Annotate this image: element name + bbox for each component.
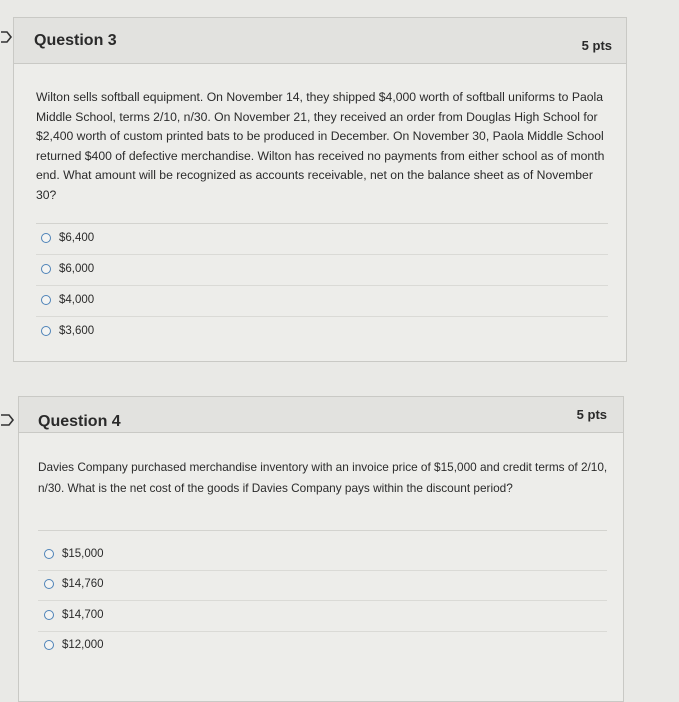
answer-label: $12,000 bbox=[62, 639, 104, 651]
answer-label: $14,700 bbox=[62, 609, 104, 621]
radio-button[interactable] bbox=[41, 326, 51, 336]
radio-button[interactable] bbox=[41, 264, 51, 274]
answer-option[interactable] bbox=[41, 325, 94, 337]
radio-button[interactable] bbox=[41, 295, 51, 305]
answer-option[interactable] bbox=[44, 548, 104, 560]
question-3-card bbox=[13, 17, 627, 362]
radio-button[interactable] bbox=[44, 610, 54, 620]
radio-button[interactable] bbox=[44, 549, 54, 559]
answer-option[interactable] bbox=[41, 263, 94, 275]
answer-label: $6,400 bbox=[59, 232, 95, 244]
question-3-header bbox=[14, 18, 626, 64]
answer-option[interactable] bbox=[44, 639, 104, 651]
answer-option[interactable] bbox=[44, 609, 104, 621]
question-flag-icon[interactable] bbox=[0, 413, 18, 427]
option-divider bbox=[38, 631, 607, 632]
answer-label: $4,000 bbox=[59, 294, 95, 306]
question-text: Wilton sells softball equipment. On November 14, they shipped $4,000 worth of softball uniforms to Paola Middle School, terms 2/10, n/30. On November 21, they received an order from Douglas High School for $2,400 worth of custom printed bats to be produced in December. On November 30, Paola Middle School returned $400 of defective merchandise. Wilton has received no payments from either school as of month end. What amount will be recognized as accounts receivable, net on the balance sheet as of November 30? bbox=[36, 90, 605, 202]
option-divider bbox=[36, 316, 608, 317]
answer-option[interactable] bbox=[41, 294, 94, 306]
answer-option[interactable] bbox=[41, 232, 94, 244]
question-4-header bbox=[19, 397, 623, 433]
question-points: 5 pts bbox=[576, 407, 607, 422]
option-divider bbox=[38, 600, 607, 601]
answer-label: $3,600 bbox=[59, 325, 95, 337]
question-points: 5 pts bbox=[581, 38, 612, 53]
answer-label: $14,760 bbox=[62, 578, 104, 590]
answers-divider bbox=[38, 530, 607, 531]
option-divider bbox=[36, 254, 608, 255]
answer-label: $6,000 bbox=[59, 263, 95, 275]
option-divider bbox=[36, 285, 608, 286]
answer-label: $15,000 bbox=[62, 548, 104, 560]
radio-button[interactable] bbox=[44, 579, 54, 589]
question-title: Question 3 bbox=[34, 32, 117, 49]
question-text: Davies Company purchased merchandise inventory with an invoice price of $15,000 and credit terms of 2/10, n/30. What is the net cost of the goods if Davies Company pays within the discount period? bbox=[38, 460, 608, 495]
radio-button[interactable] bbox=[41, 233, 51, 243]
option-divider bbox=[38, 570, 607, 571]
question-title: Question 4 bbox=[38, 413, 121, 430]
answers-divider bbox=[36, 223, 608, 224]
question-4-card bbox=[18, 396, 624, 702]
answer-option[interactable] bbox=[44, 578, 104, 590]
radio-button[interactable] bbox=[44, 640, 54, 650]
